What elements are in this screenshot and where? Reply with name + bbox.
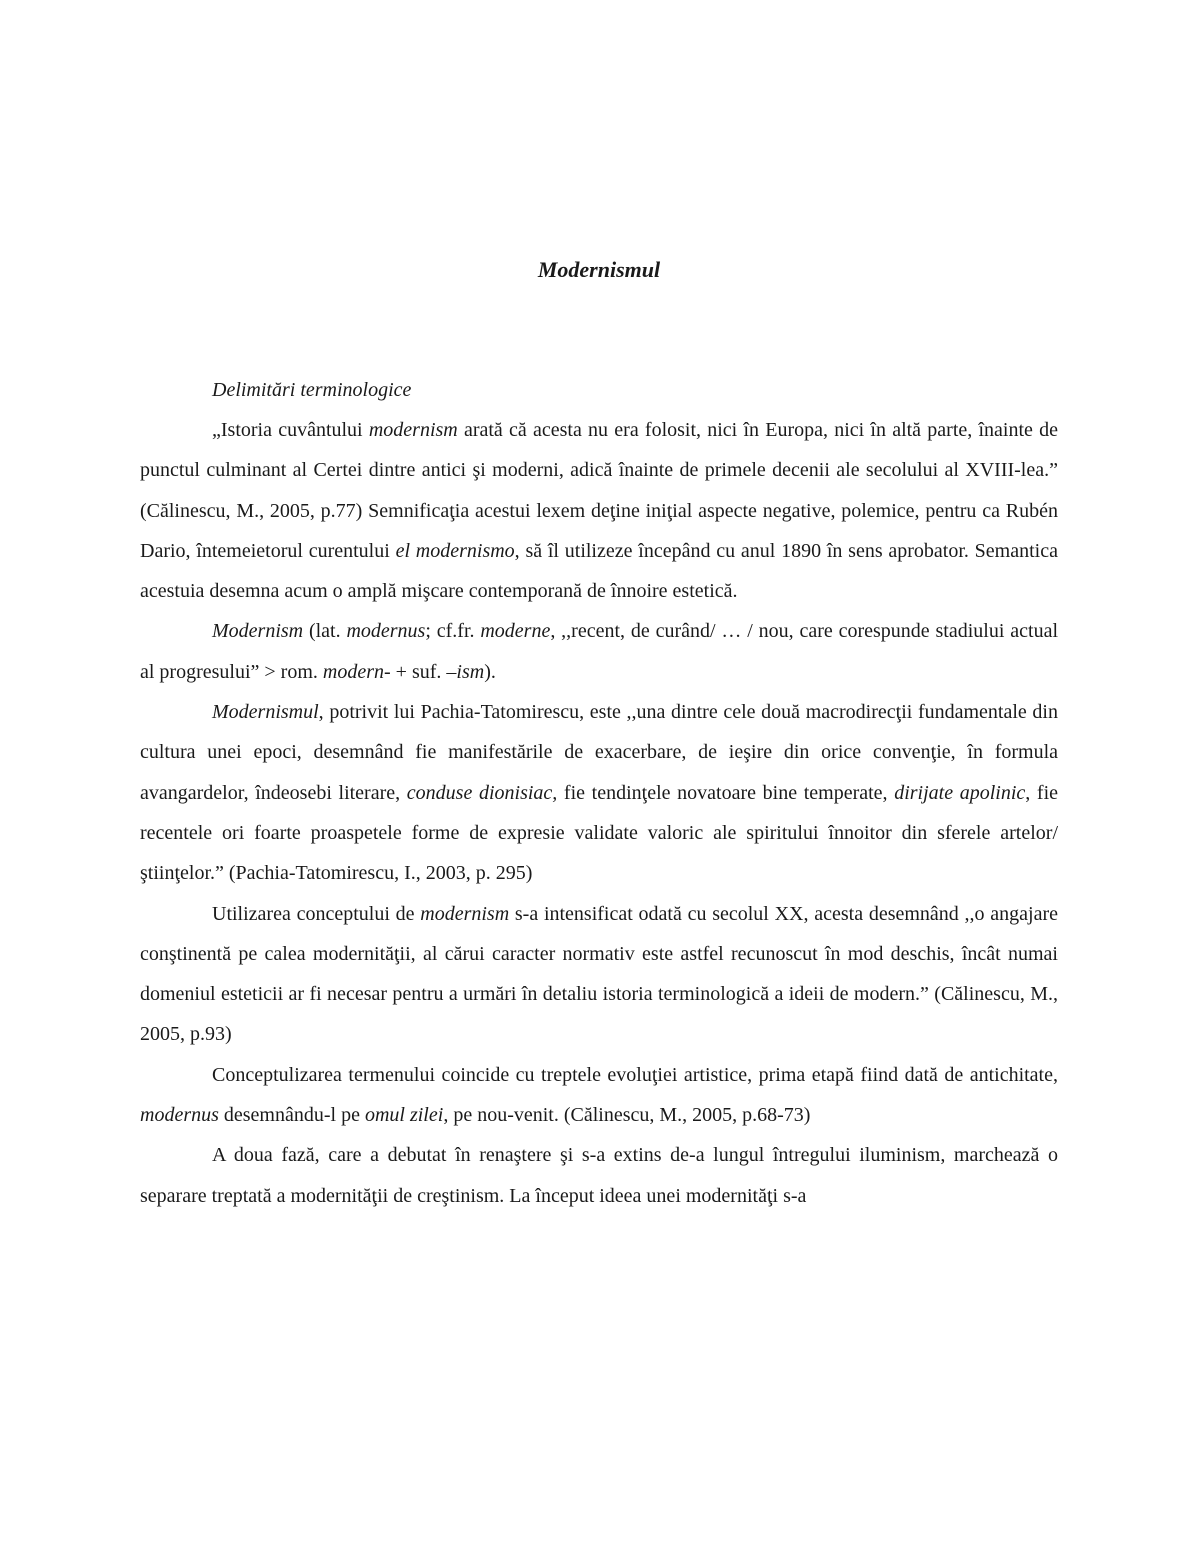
paragraph bbox=[140, 1055, 1058, 1136]
italic-run: –ism bbox=[446, 660, 485, 683]
paragraph bbox=[140, 611, 1058, 692]
text-run: , pe nou-venit. (Călinescu, M., 2005, p.68-73) bbox=[443, 1104, 811, 1127]
text-run: ; cf.fr. bbox=[425, 620, 481, 643]
document-page bbox=[140, 250, 1058, 1216]
text-run: arată că acesta nu era folosit, nici în Europa, nici în altă parte, înainte de punctul culminant al Certei dintre antici şi moderni, adică înainte de primele decenii ale secolului al XVIII-lea.” (Călinescu, M., 2005, p.77) Semnificaţia acestui lexem deţine iniţial aspecte negative, polemice, pentru ca Rubén Dario, întemeietorul curentului bbox=[140, 419, 1058, 562]
paragraph bbox=[140, 1135, 1058, 1216]
body-text bbox=[140, 410, 1058, 1216]
italic-run: omul zilei bbox=[364, 1104, 444, 1127]
text-run: , potrivit lui Pachia-Tatomirescu, este ,,una dintre cele două macrodirecţii fundamentale din cultura unei epoci, desemnând fie manifestările de exacerbare, de ieşire din orice convenţie, în formula avangardelor, îndeosebi literare, bbox=[140, 701, 1058, 804]
text-run: + suf. bbox=[390, 660, 447, 683]
text-run: (lat. bbox=[303, 620, 347, 643]
text-run: desemnându-l pe bbox=[218, 1104, 365, 1127]
italic-run: modernus bbox=[140, 1104, 219, 1127]
section-subtitle: Delimitări terminologice bbox=[212, 379, 412, 401]
italic-run: moderne bbox=[480, 620, 551, 643]
italic-run: conduse dionisiac, bbox=[406, 781, 558, 804]
page-title: Modernismul bbox=[537, 257, 661, 282]
paragraph bbox=[140, 410, 1058, 611]
italic-run: modernism bbox=[368, 419, 458, 441]
italic-run: dirijate apolinic bbox=[894, 781, 1026, 804]
text-run: , să îl utilizeze începând cu anul 1890 în sens aprobator. Semantica acestuia desemna acum o amplă mişcare contemporană de înnoire estetică. bbox=[140, 539, 1058, 603]
italic-run: el modernismo bbox=[395, 539, 515, 562]
italic-run: Modernism bbox=[212, 620, 304, 643]
text-run: , ,,recent, de curând/ … / nou, care corespunde stadiului actual al progresului” > rom. bbox=[140, 620, 1059, 683]
text-run: Conceptulizarea termenului coincide cu treptele evoluţiei artistice, prima etapă fiind dată de antichitate, bbox=[212, 1063, 1058, 1086]
paragraph bbox=[140, 692, 1058, 893]
text-run: Utilizarea conceptului de bbox=[212, 902, 421, 925]
text-run: A doua fază, care a debutat în renaştere şi s-a extins de-a lungul întregului iluminism, marchează o separare treptată a modernităţii de creştinism. La început ideea unei modernităţi s-a bbox=[140, 1144, 1058, 1207]
text-run: ). bbox=[484, 660, 496, 683]
text-run: fie tendinţele novatoare bine temperate, bbox=[557, 781, 895, 804]
text-run: „Istoria cuvântului bbox=[212, 419, 369, 441]
italic-run: modernus bbox=[346, 620, 426, 643]
text-run: s-a intensificat odată cu secolul XX, acesta desemnând ,,o angajare conştinentă pe calea modernităţii, al cărui caracter normativ este astfel recunoscut în mod deschis, încât numai domeniul esteticii ar fi necesar pentru a urmări în detaliu istoria terminologică a ideii de modern.” (Călinescu, M., 2005, p.93) bbox=[140, 902, 1059, 1046]
text-run: , fie recentele ori foarte proaspetele forme de expresie validate valoric ale spiritului înnoitor din sferele artelor/ştiinţelor.” (Pachia-Tatomirescu, I., 2003, p. 295) bbox=[140, 781, 1059, 885]
paragraph bbox=[140, 894, 1058, 1055]
italic-run: modern- bbox=[322, 660, 391, 683]
italic-run: Modernismul bbox=[212, 701, 319, 724]
italic-run: modernism bbox=[420, 902, 510, 925]
